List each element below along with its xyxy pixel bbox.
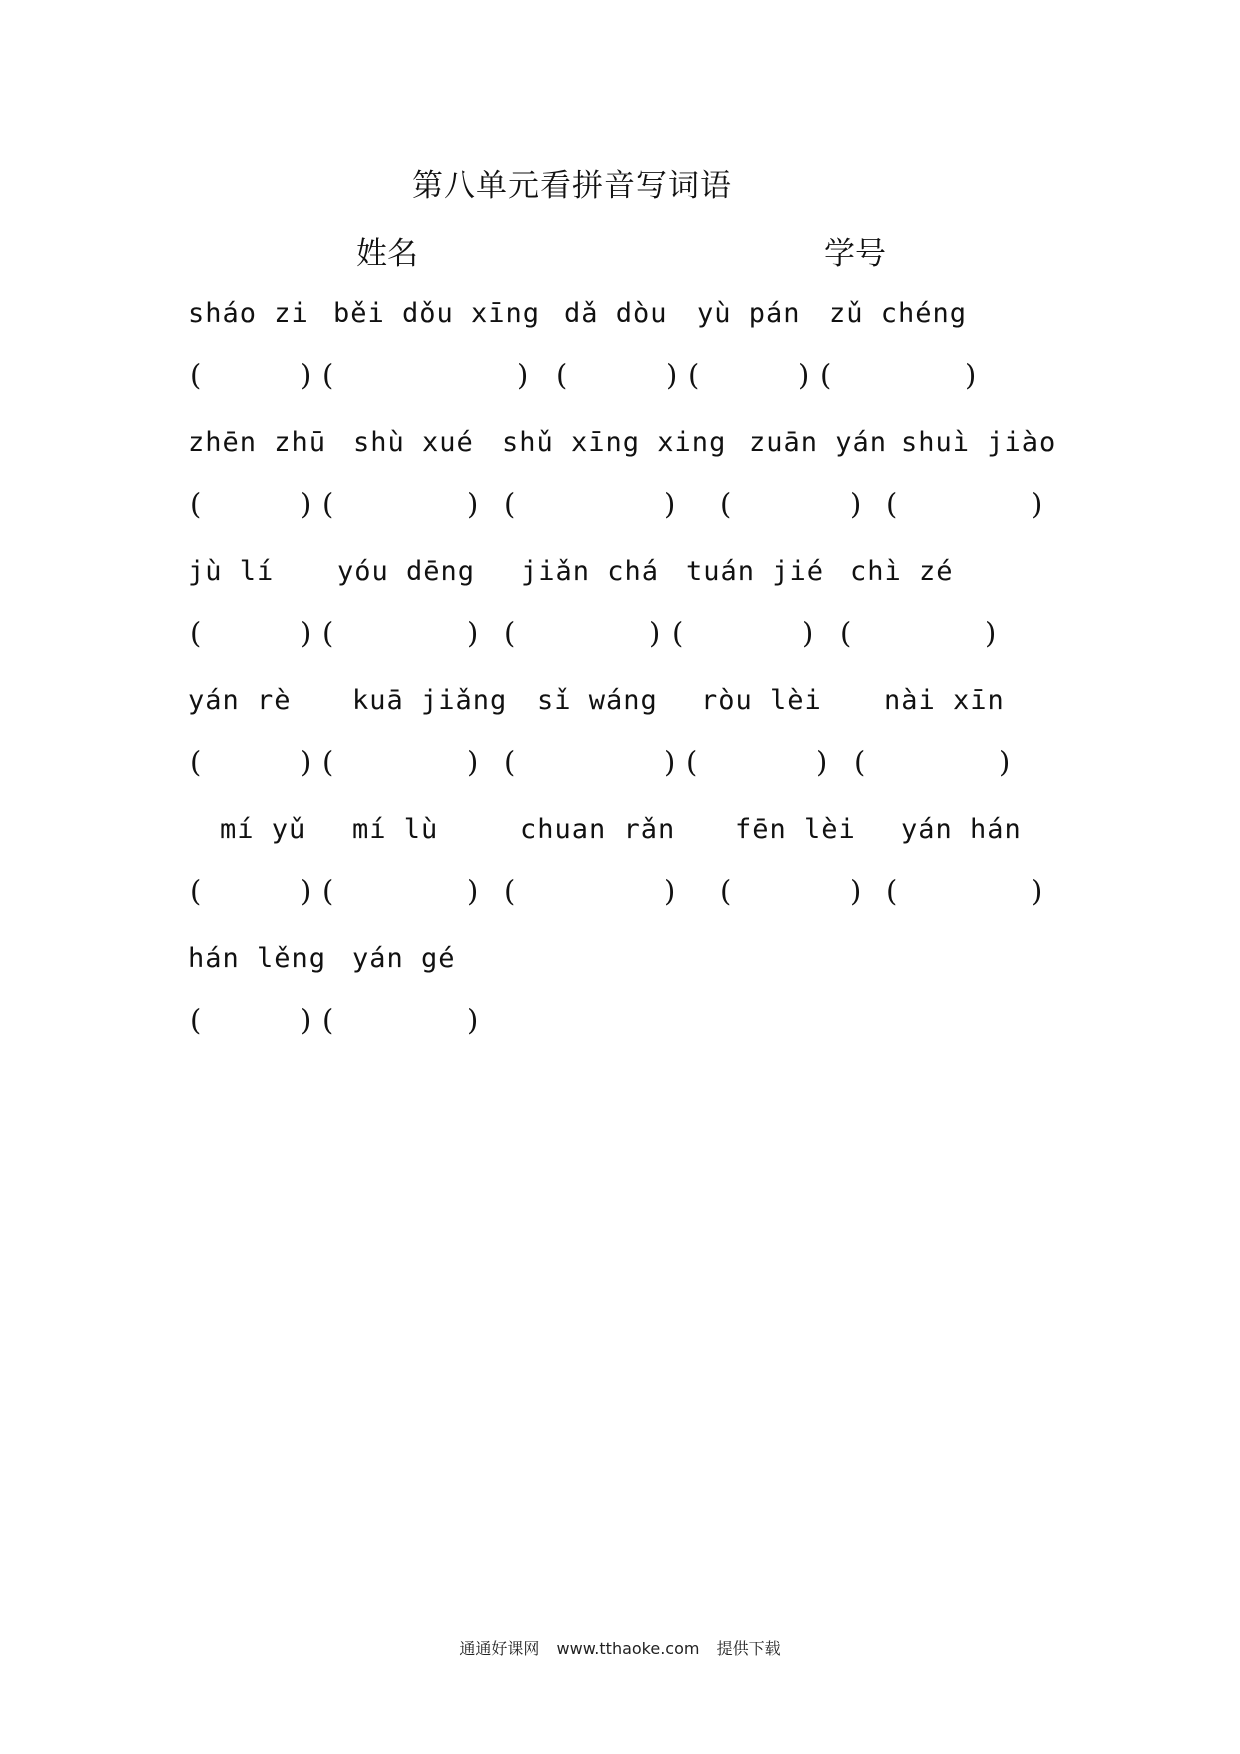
answer-blank[interactable]	[519, 616, 649, 652]
close-paren: )	[802, 616, 814, 650]
answer-blank[interactable]	[205, 358, 300, 394]
open-paren: (	[672, 616, 684, 650]
close-paren: )	[985, 616, 997, 650]
pinyin-word: shù xué	[353, 427, 474, 458]
close-paren: )	[850, 874, 862, 908]
answer-blank[interactable]	[205, 1003, 300, 1039]
answer-blank[interactable]	[337, 358, 517, 394]
close-paren: )	[664, 745, 676, 779]
answer-blank[interactable]	[869, 745, 999, 781]
open-paren: (	[322, 358, 334, 392]
close-paren: )	[467, 745, 479, 779]
open-paren: (	[190, 487, 202, 521]
pinyin-row-1	[0, 298, 1240, 338]
answer-blank[interactable]	[205, 487, 300, 523]
page-title: 第八单元看拼音写词语	[412, 168, 732, 204]
student-number-label: 学号	[824, 236, 886, 272]
close-paren: )	[467, 874, 479, 908]
answer-blank[interactable]	[337, 1003, 467, 1039]
open-paren: (	[504, 487, 516, 521]
pinyin-word: nài xīn	[884, 685, 1005, 716]
pinyin-word: zhēn zhū	[188, 427, 327, 458]
answer-blank[interactable]	[835, 358, 965, 394]
pinyin-row-6	[0, 943, 1240, 983]
answer-blank[interactable]	[901, 874, 1031, 910]
open-paren: (	[886, 874, 898, 908]
close-paren: )	[300, 745, 312, 779]
open-paren: (	[504, 745, 516, 779]
pinyin-word: jiǎn chá	[521, 556, 660, 587]
answer-blank[interactable]	[205, 616, 300, 652]
close-paren: )	[300, 487, 312, 521]
open-paren: (	[190, 616, 202, 650]
answer-row-6	[0, 1003, 1240, 1043]
close-paren: )	[300, 874, 312, 908]
open-paren: (	[686, 745, 698, 779]
pinyin-word: dǎ dòu	[564, 298, 668, 329]
open-paren: (	[322, 487, 334, 521]
pinyin-word: zǔ chéng	[829, 298, 968, 329]
answer-blank[interactable]	[901, 487, 1031, 523]
close-paren: )	[999, 745, 1011, 779]
answer-blank[interactable]	[519, 745, 664, 781]
close-paren: )	[816, 745, 828, 779]
close-paren: )	[467, 1003, 479, 1037]
close-paren: )	[649, 616, 661, 650]
open-paren: (	[190, 874, 202, 908]
open-paren: (	[190, 358, 202, 392]
close-paren: )	[1031, 487, 1043, 521]
pinyin-word: sháo zi	[188, 298, 309, 329]
answer-blank[interactable]	[735, 874, 850, 910]
open-paren: (	[322, 745, 334, 779]
answer-blank[interactable]	[337, 745, 467, 781]
pinyin-word: shǔ xīng xing	[502, 427, 727, 458]
pinyin-word: tuán jié	[686, 556, 825, 587]
answer-row-2	[0, 487, 1240, 527]
open-paren: (	[322, 874, 334, 908]
pinyin-word: ròu lèi	[701, 685, 822, 716]
open-paren: (	[720, 874, 732, 908]
open-paren: (	[504, 874, 516, 908]
pinyin-word: yán rè	[188, 685, 292, 716]
open-paren: (	[820, 358, 832, 392]
answer-blank[interactable]	[205, 745, 300, 781]
close-paren: )	[798, 358, 810, 392]
pinyin-word: hán lěng	[188, 943, 327, 974]
answer-blank[interactable]	[205, 874, 300, 910]
close-paren: )	[467, 487, 479, 521]
pinyin-word: sǐ wáng	[537, 685, 658, 716]
open-paren: (	[688, 358, 700, 392]
pinyin-word: fēn lèi	[735, 814, 856, 845]
answer-row-4	[0, 745, 1240, 785]
pinyin-word: kuā jiǎng	[352, 685, 508, 716]
open-paren: (	[720, 487, 732, 521]
pinyin-word: yán hán	[901, 814, 1022, 845]
close-paren: )	[300, 616, 312, 650]
pinyin-word: jù lí	[188, 556, 275, 587]
answer-blank[interactable]	[701, 745, 816, 781]
answer-blank[interactable]	[735, 487, 850, 523]
pinyin-word: mí lù	[352, 814, 439, 845]
close-paren: )	[517, 358, 529, 392]
pinyin-word: yán gé	[352, 943, 456, 974]
close-paren: )	[467, 616, 479, 650]
answer-blank[interactable]	[687, 616, 802, 652]
footer-url-link[interactable]: www.tthaoke.com	[556, 1639, 700, 1658]
open-paren: (	[556, 358, 568, 392]
close-paren: )	[300, 358, 312, 392]
close-paren: )	[664, 487, 676, 521]
answer-row-1	[0, 358, 1240, 398]
pinyin-word: chuan rǎn	[520, 814, 676, 845]
close-paren: )	[850, 487, 862, 521]
open-paren: (	[854, 745, 866, 779]
name-label: 姓名	[356, 236, 418, 272]
pinyin-row-4	[0, 685, 1240, 725]
answer-blank[interactable]	[855, 616, 985, 652]
pinyin-word: yù pán	[697, 298, 801, 329]
answer-blank[interactable]	[571, 358, 666, 394]
answer-row-3	[0, 616, 1240, 656]
answer-row-5	[0, 874, 1240, 914]
close-paren: )	[666, 358, 678, 392]
answer-blank[interactable]	[337, 616, 467, 652]
pinyin-row-2	[0, 427, 1240, 467]
pinyin-word: zuān yán	[749, 427, 888, 458]
pinyin-row-5	[0, 814, 1240, 854]
open-paren: (	[322, 1003, 334, 1037]
close-paren: )	[965, 358, 977, 392]
page-footer	[0, 1636, 1240, 1659]
open-paren: (	[886, 487, 898, 521]
answer-blank[interactable]	[519, 487, 664, 523]
open-paren: (	[322, 616, 334, 650]
answer-blank[interactable]	[337, 487, 467, 523]
open-paren: (	[504, 616, 516, 650]
pinyin-word: mí yǔ	[220, 814, 307, 845]
open-paren: (	[190, 1003, 202, 1037]
pinyin-word: yóu dēng	[337, 556, 476, 587]
answer-blank[interactable]	[519, 874, 664, 910]
close-paren: )	[1031, 874, 1043, 908]
footer-note: 提供下载	[716, 1639, 781, 1658]
open-paren: (	[190, 745, 202, 779]
footer-site-name: 通通好课网	[459, 1639, 540, 1658]
pinyin-word: shuì jiào	[901, 427, 1057, 458]
answer-blank[interactable]	[337, 874, 467, 910]
open-paren: (	[840, 616, 852, 650]
pinyin-word: chì zé	[850, 556, 954, 587]
pinyin-row-3	[0, 556, 1240, 596]
close-paren: )	[664, 874, 676, 908]
answer-blank[interactable]	[703, 358, 798, 394]
pinyin-word: běi dǒu xīng	[333, 298, 541, 329]
close-paren: )	[300, 1003, 312, 1037]
